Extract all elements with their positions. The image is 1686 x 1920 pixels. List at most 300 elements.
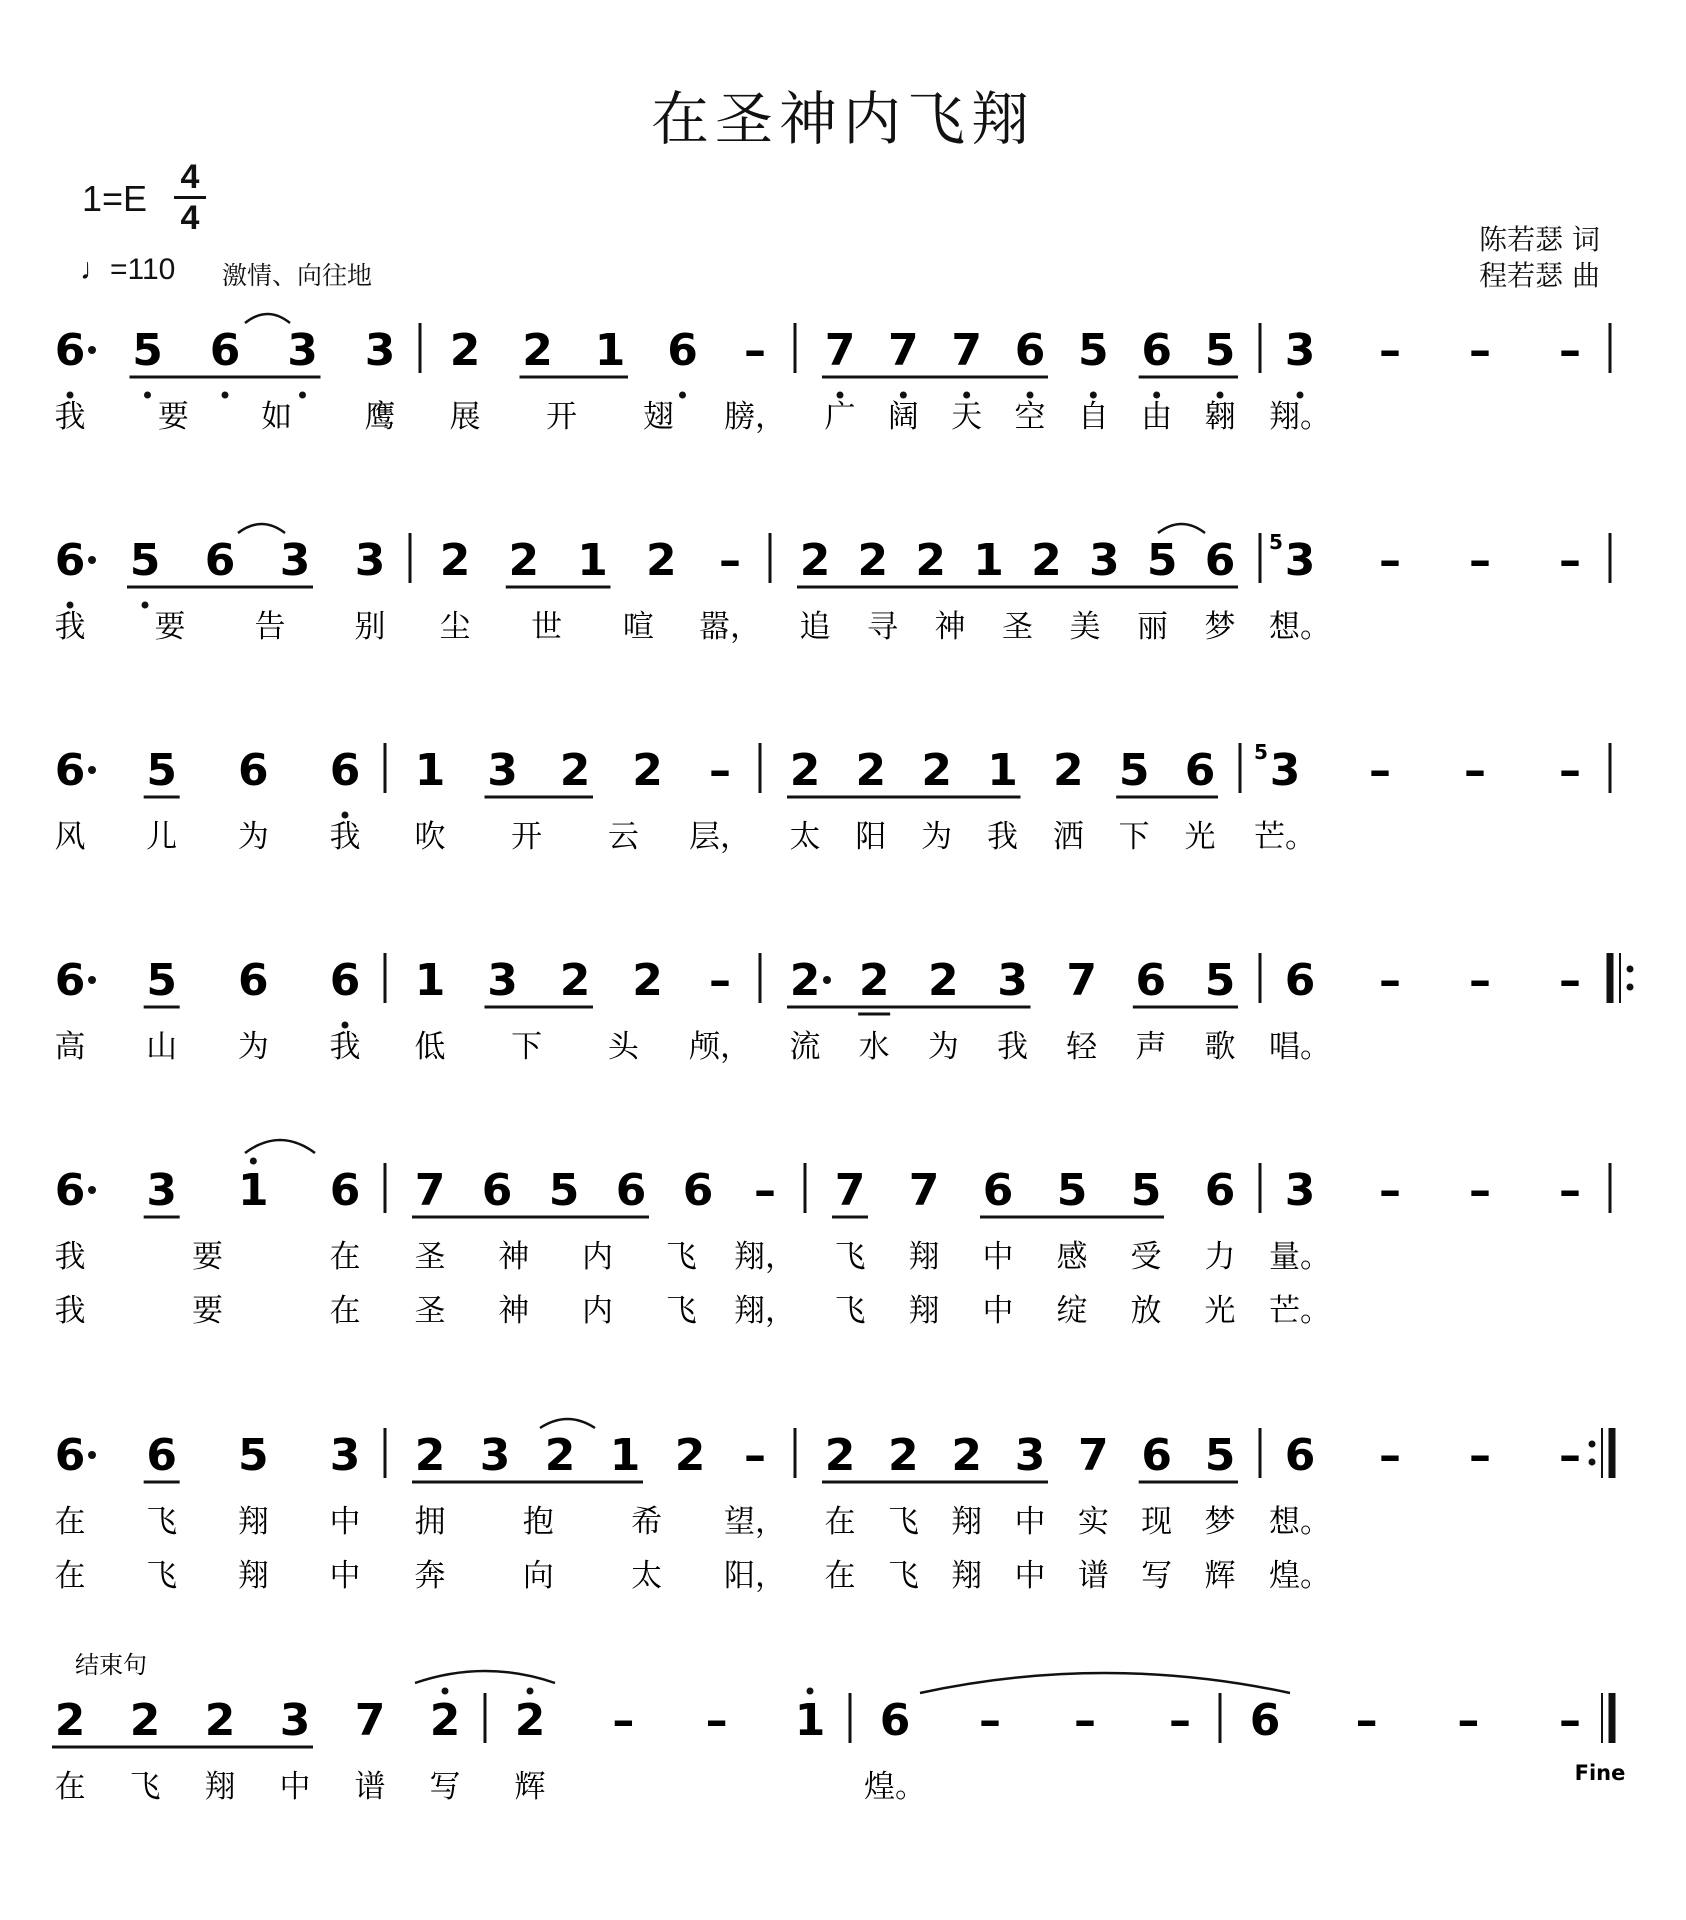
note: 6 (54, 745, 86, 796)
lower-octave-dot (67, 392, 74, 399)
note: 6 (238, 745, 269, 796)
lyric-syllable: 飞 (146, 1504, 178, 1540)
lyric-syllable: 唱。 (1269, 1029, 1331, 1065)
lyric-syllable: 写 (429, 1769, 461, 1805)
note: 2 (888, 1430, 919, 1481)
lyric-syllable: 拥 (414, 1504, 446, 1540)
lyric-syllable: 辉 (514, 1769, 546, 1805)
lyric-syllable: 我 (997, 1029, 1028, 1065)
lyric-syllable: 我 (54, 1239, 86, 1275)
time-signature-top: 4 (180, 158, 200, 196)
lyric-syllable: 感 (1056, 1239, 1088, 1275)
key-signature: 1=E (82, 178, 148, 219)
lyric-syllable: 阔 (887, 399, 919, 435)
note: 1 (414, 745, 446, 796)
note: 2 (1031, 535, 1062, 586)
lyric-syllable: 要 (192, 1293, 223, 1329)
note: 2 (632, 955, 663, 1006)
note: 6 (1141, 1430, 1172, 1481)
lyric-syllable: 在 (824, 1558, 856, 1594)
lower-octave-dot (1027, 392, 1034, 399)
sustain-dash: – (1457, 1695, 1480, 1746)
note: 7 (1078, 1430, 1109, 1481)
note: 2 (915, 535, 947, 586)
lyric-syllable: 飞 (834, 1293, 866, 1329)
note: 6 (1284, 1430, 1316, 1481)
note: 3 (279, 1695, 311, 1746)
lyric-syllable: 颅， (689, 1029, 751, 1065)
note: 2 (674, 1430, 706, 1481)
note: 1 (414, 955, 446, 1006)
slur (245, 314, 290, 323)
lyric-syllable: 嚣， (699, 609, 761, 645)
lyric-syllable: 飞 (887, 1558, 919, 1594)
note: 3 (487, 955, 518, 1006)
sustain-dash: – (744, 1430, 766, 1481)
lyric-syllable: 要 (154, 609, 186, 645)
sustain-dash: – (1074, 1695, 1096, 1746)
note: 5 (146, 745, 177, 796)
note: 3 (146, 1165, 177, 1216)
lyric-syllable: 受 (1130, 1239, 1162, 1275)
repeat-dot (1589, 1459, 1596, 1466)
augmentation-dot (88, 766, 96, 774)
lyric-syllable: 翔 (237, 1504, 269, 1540)
note: 5 (1118, 745, 1150, 796)
note: 3 (1269, 745, 1301, 796)
slur (540, 1419, 595, 1428)
note: 2 (514, 1695, 546, 1746)
lyric-syllable: 轻 (1066, 1029, 1098, 1065)
lyric-syllable: 要 (157, 399, 189, 435)
upper-octave-dot (527, 1688, 534, 1695)
note: 6 (146, 1430, 177, 1481)
note: 6 (667, 325, 698, 376)
lyric-syllable: 在 (329, 1293, 361, 1329)
lower-octave-dot (1153, 392, 1160, 399)
lyric-syllable: 飞 (129, 1769, 161, 1805)
lyric-syllable: 太 (789, 819, 821, 855)
score-row (55, 740, 1611, 855)
lower-octave-dot (1090, 392, 1097, 399)
lyric-syllable: 山 (146, 1029, 178, 1065)
note: 7 (1066, 955, 1097, 1006)
sustain-dash: – (1559, 745, 1581, 796)
lyric-syllable: 头 (607, 1029, 639, 1065)
augmentation-dot (823, 976, 831, 984)
lower-octave-dot (299, 392, 306, 399)
lyric-syllable: 圣 (414, 1293, 446, 1329)
note: 2 (799, 535, 831, 586)
sustain-dash: – (709, 955, 731, 1006)
sustain-dash: – (1464, 745, 1486, 796)
ending-label: 结束句 (75, 1651, 147, 1679)
expression-marking: 激情、向往地 (222, 261, 373, 290)
lyric-syllable: 我 (54, 399, 86, 435)
song-title: 在圣神内飞翔 (650, 85, 1035, 153)
lyric-syllable: 中 (329, 1558, 361, 1594)
note: 2 (632, 745, 663, 796)
lower-octave-dot (142, 602, 149, 609)
upper-octave-dot (442, 1688, 449, 1695)
note: 2 (645, 535, 677, 586)
note: 6 (1184, 745, 1216, 796)
lyric-syllable: 吹 (414, 819, 446, 855)
note: 2 (204, 1695, 236, 1746)
lyric-syllable: 我 (987, 819, 1018, 855)
note: 2 (544, 1430, 576, 1481)
sustain-dash: – (709, 745, 731, 796)
lyric-syllable: 奔 (414, 1558, 446, 1594)
note: 1 (577, 535, 608, 586)
score-row (52, 1688, 1625, 1806)
lyric-syllable: 鹰 (364, 399, 396, 435)
lyric-syllable: 喧 (622, 609, 654, 645)
slur (245, 1140, 315, 1153)
sustain-dash: – (1469, 955, 1491, 1006)
lower-octave-dot (963, 392, 970, 399)
lyric-syllable: 梦 (1204, 1504, 1236, 1540)
lyric-syllable: 放 (1130, 1293, 1162, 1329)
sustain-dash: – (979, 1695, 1001, 1746)
lyric-syllable: 广 (824, 399, 856, 435)
time-signature-bottom: 4 (180, 199, 200, 237)
lyricist-credit: 陈若瑟 词 (1479, 223, 1600, 256)
slur (920, 1673, 1290, 1693)
note: 2 (522, 325, 553, 376)
lyric-syllable: 光 (1204, 1293, 1236, 1329)
lyric-syllable: 抱 (522, 1504, 554, 1540)
lower-octave-dot (144, 392, 151, 399)
note: 5 (1130, 1165, 1162, 1216)
lyric-syllable: 我 (54, 609, 86, 645)
lyric-syllable: 内 (582, 1293, 613, 1329)
note: 6 (329, 955, 361, 1006)
lyric-syllable: 翔， (734, 1293, 796, 1329)
sustain-dash: – (754, 1165, 776, 1216)
lyric-syllable: 如 (261, 399, 293, 435)
note: 6 (209, 325, 241, 376)
note: 7 (824, 325, 856, 376)
lyric-syllable: 实 (1077, 1504, 1109, 1540)
lyric-syllable: 煌。 (1269, 1558, 1331, 1594)
note: 7 (354, 1695, 386, 1746)
note: 6 (1014, 325, 1046, 376)
lyric-syllable: 力 (1204, 1239, 1236, 1275)
sustain-dash: – (1469, 325, 1491, 376)
repeat-dot (1589, 1441, 1596, 1448)
note: 7 (414, 1165, 446, 1216)
note: 5 (1078, 325, 1109, 376)
lyric-syllable: 丽 (1137, 609, 1168, 645)
lyric-syllable: 洒 (1052, 819, 1084, 855)
lyric-syllable: 声 (1135, 1029, 1167, 1065)
lyric-syllable: 飞 (665, 1239, 697, 1275)
score-row (55, 1158, 1611, 1330)
note: 1 (987, 745, 1018, 796)
lyric-syllable: 内 (582, 1239, 613, 1275)
augmentation-dot (88, 1186, 96, 1194)
score-row (55, 953, 1634, 1065)
note: 5 (1204, 955, 1236, 1006)
note: 2 (858, 955, 890, 1006)
note: 5 (146, 955, 177, 1006)
lower-octave-dot (222, 392, 229, 399)
upper-octave-dot (250, 1158, 257, 1165)
sustain-dash: – (1379, 1430, 1401, 1481)
note: 6 (1284, 955, 1316, 1006)
lyric-syllable: 告 (254, 609, 286, 645)
sustain-dash: – (1559, 1695, 1581, 1746)
lyric-syllable: 阳， (724, 1558, 786, 1594)
note: 6 (329, 745, 361, 796)
lyric-syllable: 下 (511, 1029, 543, 1065)
lower-octave-dot (679, 392, 686, 399)
note: 2 (855, 745, 887, 796)
lyric-syllable: 在 (54, 1769, 86, 1805)
note: 3 (1284, 535, 1316, 586)
note: 2 (54, 1695, 86, 1746)
note: 5 (548, 1165, 580, 1216)
note: 6 (615, 1165, 647, 1216)
note: 3 (329, 1430, 361, 1481)
lyric-syllable: 翔 (951, 1504, 983, 1540)
sustain-dash: – (1355, 1695, 1378, 1746)
grace-note: 5 (1269, 530, 1283, 554)
lyric-syllable: 中 (1014, 1558, 1046, 1594)
note: 5 (238, 1430, 269, 1481)
note: 2 (921, 745, 952, 796)
sustain-dash: – (1469, 1430, 1491, 1481)
note: 3 (279, 535, 311, 586)
lyric-syllable: 儿 (146, 819, 178, 855)
lyric-syllable: 寻 (867, 609, 898, 645)
lyric-syllable: 风 (54, 819, 86, 855)
note: 7 (888, 325, 919, 376)
lyric-syllable: 圣 (414, 1239, 446, 1275)
lyric-syllable: 我 (329, 819, 361, 855)
note: 3 (487, 745, 518, 796)
sustain-dash: – (1379, 325, 1401, 376)
note: 3 (354, 535, 386, 586)
lyric-syllable: 神 (498, 1239, 530, 1275)
sustain-dash: – (1559, 325, 1581, 376)
sustain-dash: – (1559, 955, 1581, 1006)
sustain-dash: – (1169, 1695, 1191, 1746)
note: 2 (508, 535, 540, 586)
lyric-syllable: 现 (1141, 1504, 1173, 1540)
lyric-syllable: 中 (982, 1293, 1014, 1329)
lyric-syllable: 下 (1118, 819, 1150, 855)
lyric-syllable: 想。 (1269, 1504, 1331, 1540)
note: 6 (54, 535, 86, 586)
lyric-syllable: 为 (237, 1029, 269, 1065)
sustain-dash: – (1559, 1430, 1581, 1481)
lyric-syllable: 为 (921, 819, 953, 855)
lyric-syllable: 光 (1184, 819, 1216, 855)
lyric-syllable: 中 (1014, 1504, 1046, 1540)
note: 5 (1056, 1165, 1088, 1216)
lyric-syllable: 飞 (146, 1558, 178, 1594)
note: 3 (287, 325, 318, 376)
lyric-syllable: 流 (789, 1029, 821, 1065)
lyric-syllable: 绽 (1056, 1293, 1088, 1329)
note: 6 (329, 1165, 361, 1216)
augmentation-dot (88, 556, 96, 564)
lyric-syllable: 中 (279, 1769, 311, 1805)
sustain-dash: – (1469, 1165, 1491, 1216)
lyric-syllable: 世 (531, 609, 563, 645)
note: 6 (879, 1695, 911, 1746)
lyric-syllable: 谱 (1077, 1558, 1109, 1594)
lyric-syllable: 飞 (887, 1504, 919, 1540)
lyric-syllable: 翔 (908, 1239, 940, 1275)
note: 3 (997, 955, 1028, 1006)
lyric-syllable: 飞 (665, 1293, 697, 1329)
repeat-dot (1627, 966, 1634, 973)
lyric-syllable: 翅 (642, 399, 674, 435)
note: 6 (1135, 955, 1167, 1006)
note: 1 (794, 1695, 826, 1746)
sustain-dash: – (1559, 1165, 1581, 1216)
lyric-syllable: 为 (237, 819, 269, 855)
slur (238, 524, 285, 533)
note: 2 (449, 325, 481, 376)
lyric-syllable: 芒。 (1269, 1293, 1331, 1329)
composer-credit: 程若瑟 曲 (1479, 259, 1600, 292)
lyric-syllable: 自 (1077, 399, 1109, 435)
lower-octave-dot (1297, 392, 1304, 399)
note: 2 (789, 955, 821, 1006)
lower-octave-dot (1217, 392, 1224, 399)
lyric-syllable: 水 (858, 1029, 890, 1065)
lower-octave-dot (67, 602, 74, 609)
note: 6 (1249, 1695, 1281, 1746)
note: 5 (129, 535, 161, 586)
note: 1 (973, 535, 1004, 586)
note: 6 (204, 535, 236, 586)
note: 3 (1284, 325, 1316, 376)
note: 6 (1141, 325, 1172, 376)
lyric-syllable: 太 (631, 1558, 663, 1594)
note: 7 (951, 325, 982, 376)
lyric-syllable: 翔 (204, 1769, 236, 1805)
note: 5 (1146, 535, 1178, 586)
slur (415, 1671, 555, 1683)
lyric-syllable: 量。 (1269, 1239, 1331, 1275)
note: 6 (1204, 535, 1236, 586)
lyric-syllable: 写 (1141, 1558, 1173, 1594)
lyric-syllable: 翔 (951, 1558, 983, 1594)
lyric-syllable: 我 (329, 1029, 361, 1065)
grace-note: 5 (1254, 740, 1268, 764)
note: 3 (1088, 535, 1120, 586)
sustain-dash: – (1559, 535, 1581, 586)
note: 2 (951, 1430, 982, 1481)
lyric-syllable: 歌 (1204, 1029, 1236, 1065)
lyric-syllable: 在 (824, 1504, 856, 1540)
lyric-syllable: 向 (522, 1558, 554, 1594)
slur (1158, 524, 1205, 533)
note: 6 (54, 1430, 86, 1481)
note: 1 (609, 1430, 641, 1481)
lyric-syllable: 翔 (908, 1293, 940, 1329)
note: 2 (439, 535, 471, 586)
augmentation-dot (88, 976, 96, 984)
lyric-syllable: 望， (724, 1504, 786, 1540)
note: 3 (1014, 1430, 1046, 1481)
repeat-dot (1627, 984, 1634, 991)
lyric-syllable: 在 (54, 1504, 86, 1540)
lyric-syllable: 追 (799, 609, 831, 645)
lyric-syllable: 我 (54, 1293, 86, 1329)
lyric-syllable: 开 (511, 819, 543, 855)
note: 6 (54, 955, 86, 1006)
sustain-dash: – (1469, 535, 1491, 586)
sustain-dash: – (719, 535, 741, 586)
note: 2 (789, 745, 821, 796)
note: 3 (364, 325, 396, 376)
sustain-dash: – (1379, 955, 1401, 1006)
tempo-value: =110 (110, 253, 176, 286)
note: 5 (132, 325, 163, 376)
sustain-dash: – (1369, 745, 1391, 796)
note: 6 (982, 1165, 1014, 1216)
lyric-syllable: 中 (982, 1239, 1014, 1275)
lyric-syllable: 在 (54, 1558, 86, 1594)
lyric-syllable: 在 (329, 1239, 361, 1275)
lyric-syllable: 要 (192, 1239, 223, 1275)
sustain-dash: – (705, 1695, 728, 1746)
sustain-dash: – (612, 1695, 635, 1746)
lyric-syllable: 天 (951, 399, 983, 435)
lyric-syllable: 高 (54, 1029, 86, 1065)
note: 3 (479, 1430, 511, 1481)
note: 6 (54, 325, 86, 376)
sustain-dash: – (1379, 535, 1401, 586)
quarter-note-icon: ♩ (80, 253, 110, 286)
note: 1 (238, 1165, 269, 1216)
lyric-syllable: 空 (1014, 399, 1046, 435)
note: 2 (928, 955, 959, 1006)
upper-octave-dot (807, 1688, 814, 1695)
lower-octave-dot (342, 812, 349, 819)
lyric-syllable: 飞 (834, 1239, 866, 1275)
augmentation-dot (88, 1451, 96, 1459)
augmentation-dot (88, 346, 96, 354)
lyric-syllable: 展 (449, 399, 481, 435)
note: 6 (481, 1165, 513, 1216)
lyric-syllable: 辉 (1204, 1558, 1236, 1594)
lyric-syllable: 谱 (354, 1769, 386, 1805)
fine-marking: Fine (1574, 1761, 1626, 1785)
score-row (55, 1428, 1613, 1594)
note: 2 (129, 1695, 161, 1746)
note: 2 (824, 1430, 856, 1481)
sustain-dash: – (744, 325, 766, 376)
lyric-syllable: 尘 (439, 609, 471, 645)
lyric-syllable: 层， (689, 819, 751, 855)
lyric-syllable: 翔 (237, 1558, 269, 1594)
lyric-syllable: 低 (414, 1029, 446, 1065)
note: 6 (238, 955, 269, 1006)
lyric-syllable: 翱 (1204, 399, 1236, 435)
lower-octave-dot (900, 392, 907, 399)
note: 2 (559, 745, 591, 796)
lyric-syllable: 神 (498, 1293, 530, 1329)
lower-octave-dot (837, 392, 844, 399)
lower-octave-dot (342, 1022, 349, 1029)
